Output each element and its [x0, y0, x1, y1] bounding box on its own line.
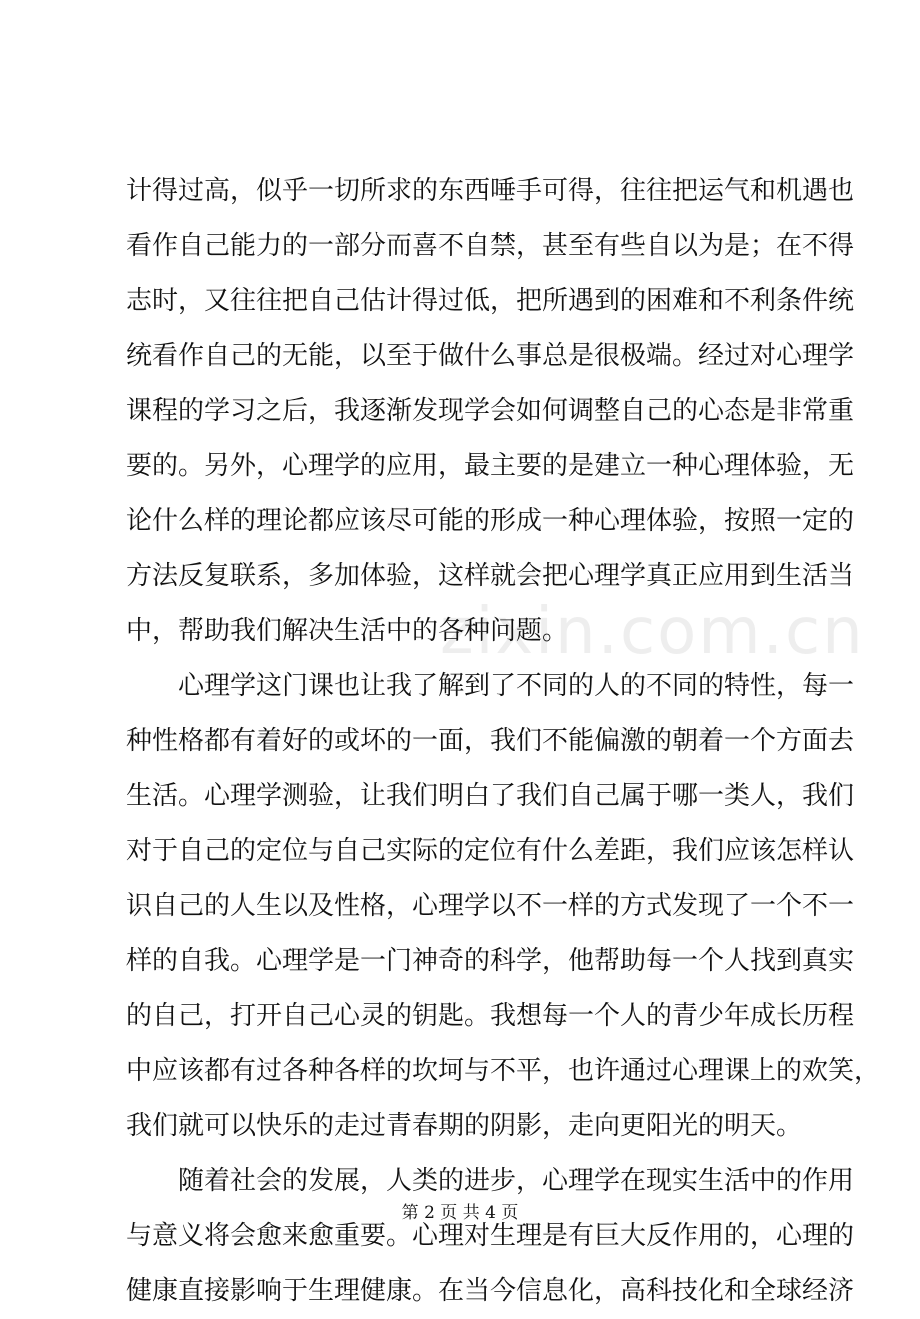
text-line: 对于自己的定位与自己实际的定位有什么差距，我们应该怎样认: [126, 836, 855, 866]
text-line: 我们就可以快乐的走过青春期的阴影，走向更阳光的明天。: [126, 1111, 803, 1141]
text-line: 样的自我。心理学是一门神奇的科学，他帮助每一个人找到真实: [126, 946, 855, 976]
text-line: 中应该都有过各种各样的坎坷与不平，也许通过心理课上的欢笑，: [126, 1056, 881, 1086]
document-body: [126, 164, 881, 1319]
text-line: 中，帮助我们解决生活中的各种问题。: [126, 616, 569, 646]
text-line: 要的。另外，心理学的应用，最主要的是建立一种心理体验，无: [126, 451, 855, 481]
text-line: 健康直接影响于生理健康。在当今信息化，高科技化和全球经济: [126, 1276, 855, 1306]
text-line: 的自己，打开自己心灵的钥匙。我想每一个人的青少年成长历程: [126, 1001, 855, 1031]
text-line: 看作自己能力的一部分而喜不自禁，甚至有些自以为是；在不得: [126, 231, 855, 261]
text-line: 种性格都有着好的或坏的一面，我们不能偏激的朝着一个方面去: [126, 726, 855, 756]
text-line: 计得过高，似乎一切所求的东西唾手可得，往往把运气和机遇也: [126, 176, 855, 206]
text-line: 统看作自己的无能，以至于做什么事总是很极端。经过对心理学: [126, 341, 855, 371]
text-line: 方法反复联系，多加体验，这样就会把心理学真正应用到生活当: [126, 561, 855, 591]
text-line: 识自己的人生以及性格，心理学以不一样的方式发现了一个不一: [126, 891, 855, 921]
paragraph-first-line: 随着社会的发展，人类的进步，心理学在现实生活中的作用: [178, 1166, 855, 1196]
text-line: 生活。心理学测验，让我们明白了我们自己属于哪一类人，我们: [126, 781, 855, 811]
watermark: zixin.com.cn: [440, 595, 865, 669]
text-line: 论什么样的理论都应该尽可能的形成一种心理体验，按照一定的: [126, 506, 855, 536]
paragraph-first-line: 心理学这门课也让我了解到了不同的人的不同的特性，每一: [178, 671, 855, 701]
text-line: 课程的学习之后，我逐渐发现学会如何调整自己的心态是非常重: [126, 396, 855, 426]
text-line: 志时，又往往把自己估计得过低，把所遇到的困难和不利条件统: [126, 286, 855, 316]
page-footer: 第 2 页 共 4 页: [401, 1203, 519, 1223]
text-line: 与意义将会愈来愈重要。心理对生理是有巨大反作用的，心理的: [126, 1221, 855, 1251]
